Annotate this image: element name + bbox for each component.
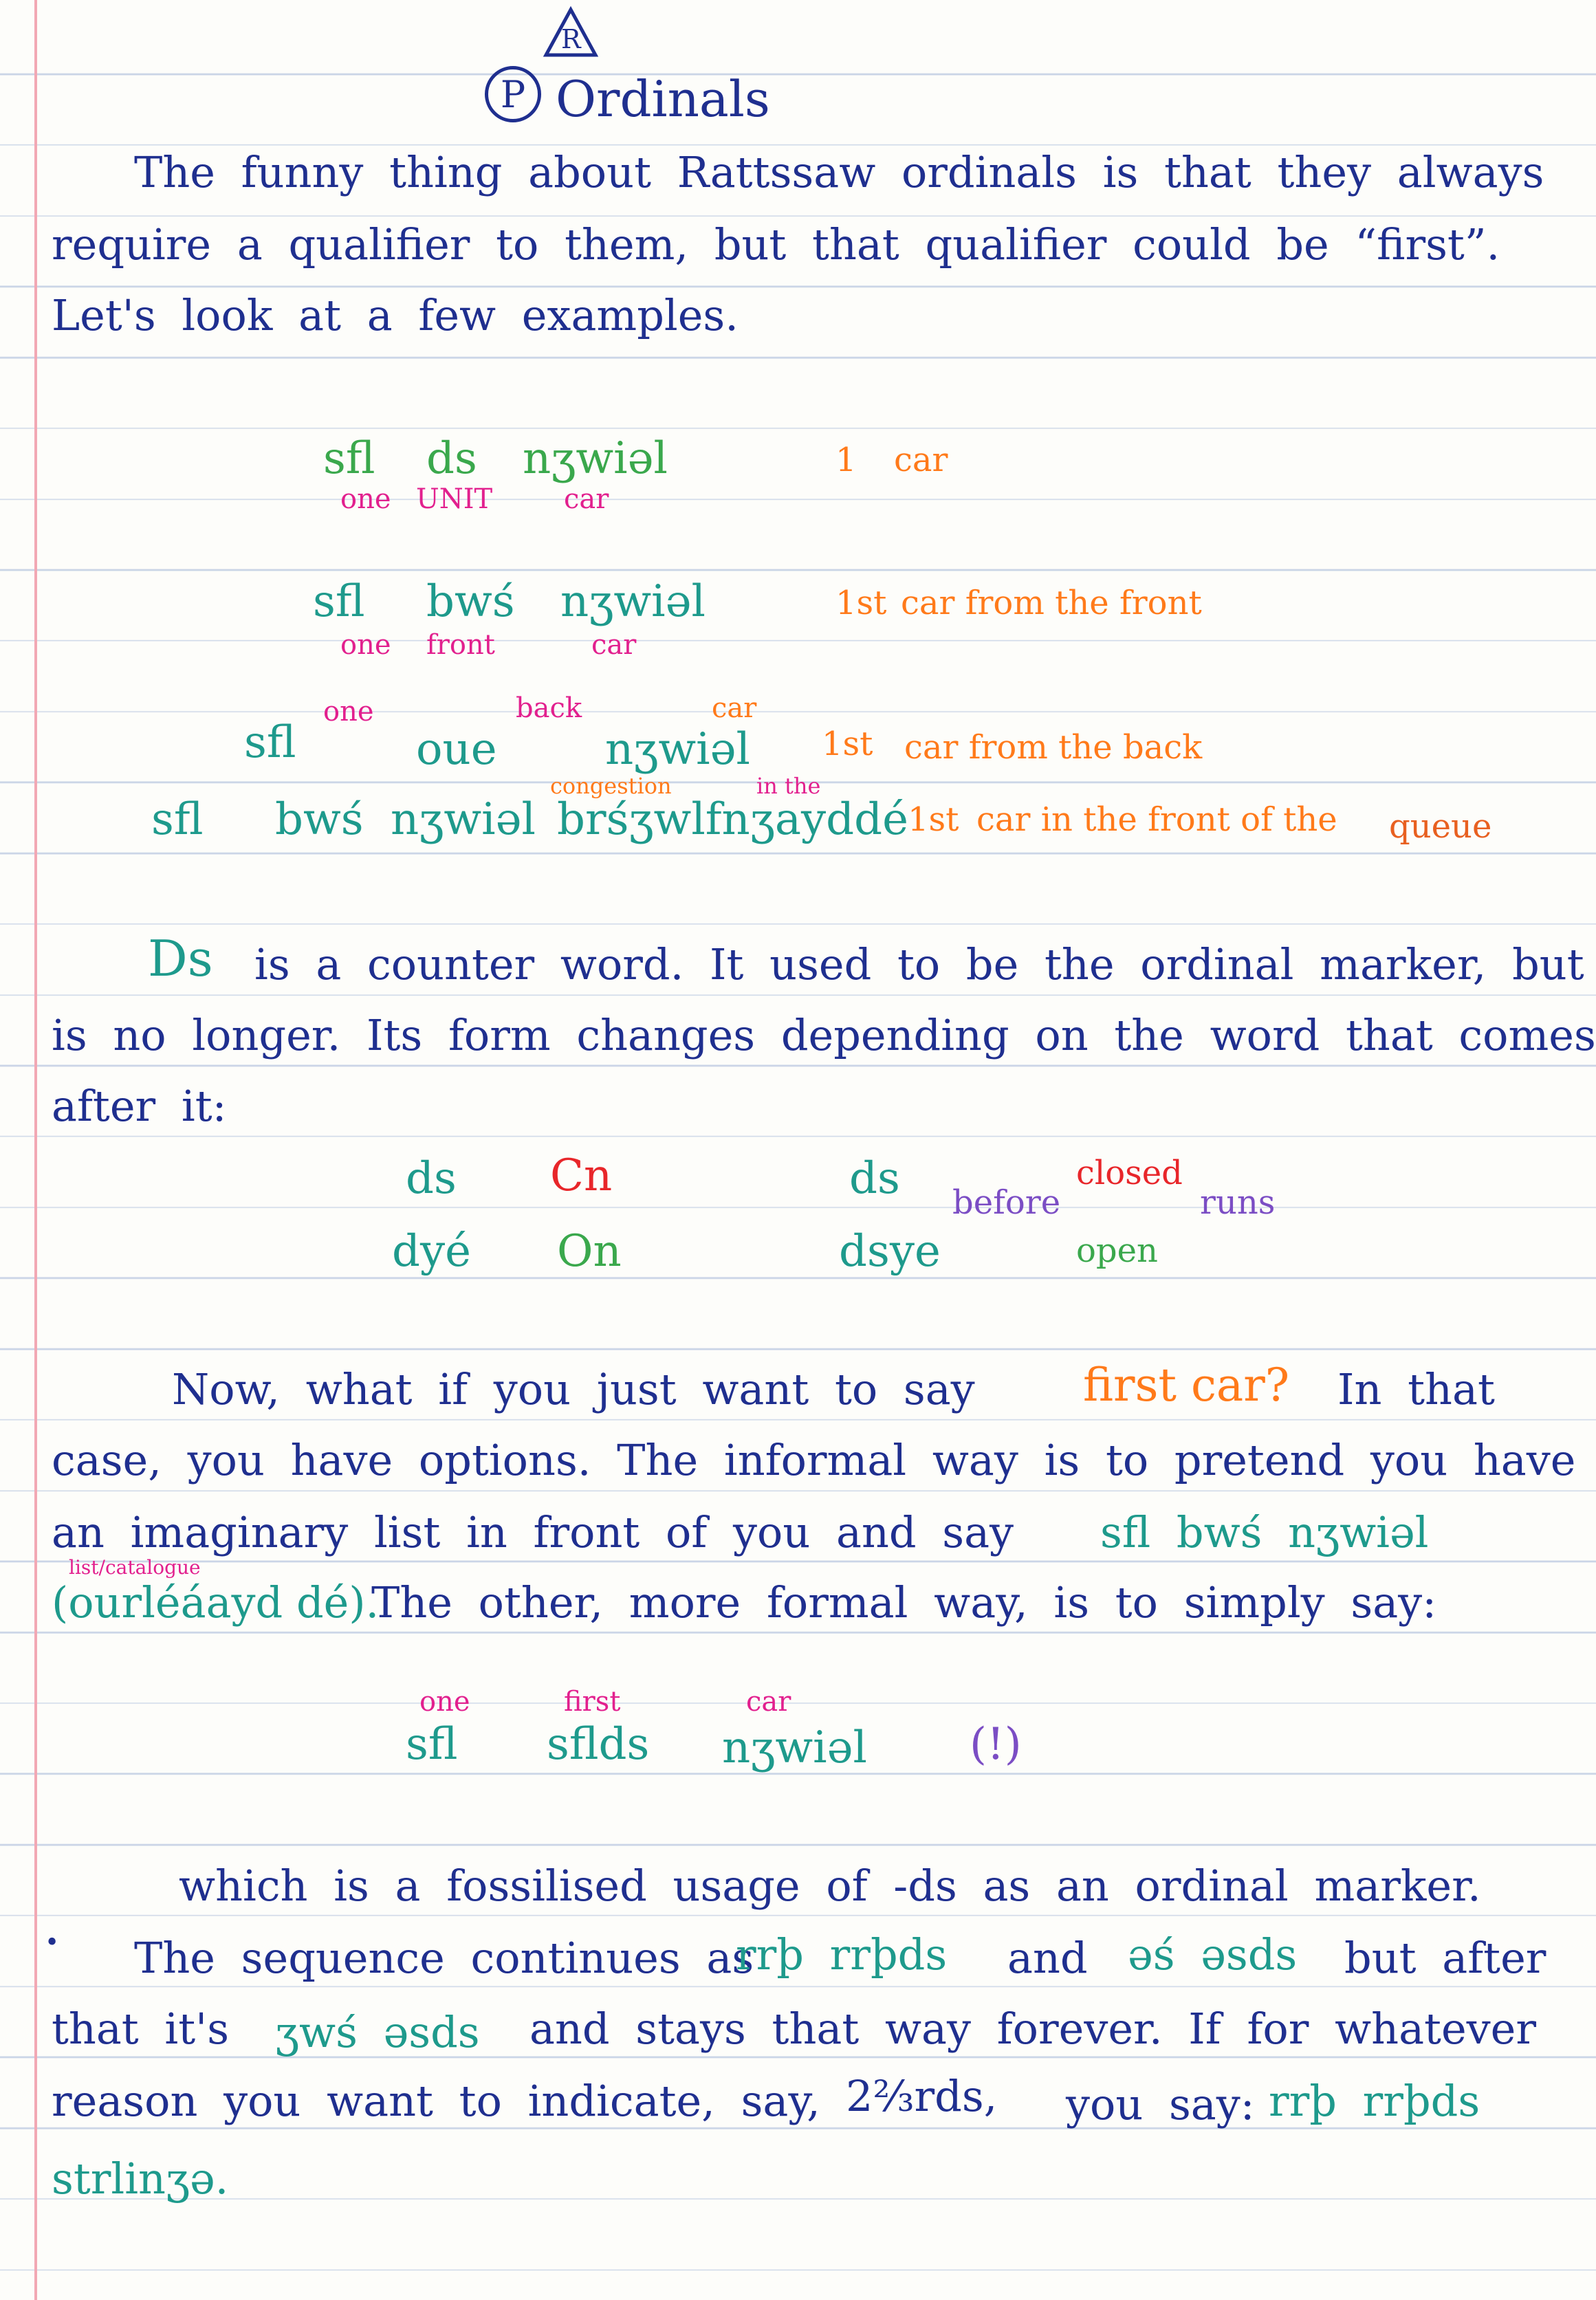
- table-open: open: [1076, 1231, 1158, 1270]
- para4-line-2a: The sequence continues as: [134, 1933, 754, 1983]
- example-2-translation: car from the front: [901, 584, 1202, 622]
- para4-and: and: [1007, 1933, 1088, 1983]
- formal-gloss: car: [746, 1686, 791, 1718]
- para2-line-2: is no longer. Its form changes depending on the word that comes: [52, 1010, 1596, 1060]
- example-2-word: bwś: [426, 576, 515, 627]
- example-3-gloss: one: [323, 696, 374, 727]
- table-closed: closed: [1076, 1154, 1183, 1192]
- example-1-gloss: car: [564, 483, 609, 515]
- marker-top-letter: R: [561, 24, 581, 54]
- example-1-word: nʒwiəl: [523, 433, 668, 484]
- example-2-word: sfl: [313, 576, 365, 627]
- para4-sequence-2: əś əsds: [1128, 1929, 1298, 1980]
- para3-line-3a: an imaginary list in front of you and say: [52, 1507, 1014, 1557]
- para3-line-1a: Now, what if you just want to say: [172, 1364, 975, 1414]
- example-1-number: 1: [835, 441, 857, 479]
- example-2-word: nʒwiəl: [560, 576, 706, 627]
- para4-sequence-3: ʒwś əsds: [275, 2007, 480, 2057]
- example-2-gloss: front: [426, 629, 495, 661]
- example-3-word: nʒwiəl: [605, 724, 750, 775]
- example-4-gloss: congestion: [550, 773, 672, 799]
- formal-word: sflds: [547, 1719, 650, 1770]
- example-3-number: 1st: [822, 725, 873, 763]
- para4-sequence-4: rrþ rrþds: [1269, 2076, 1480, 2126]
- example-3-word: oue: [416, 724, 497, 775]
- example-2-gloss: car: [591, 629, 637, 661]
- para4-line-5: strlinʒə.: [52, 2154, 229, 2204]
- para3-line-1c: In that: [1337, 1364, 1495, 1414]
- para4-fraction: 2⅔rds,: [846, 2071, 998, 2121]
- example-1-word: sfl: [323, 433, 375, 484]
- table-cell: On: [557, 1226, 622, 1277]
- para2-line-1: is a counter word. It used to be the ordinal marker, but: [254, 939, 1584, 989]
- table-cell: ds: [849, 1153, 900, 1204]
- example-4-translation-end: queue: [1389, 807, 1492, 846]
- example-4-translation: car in the front of the: [976, 800, 1337, 839]
- para3-line-4b: The other, more formal way, is to simply say:: [371, 1577, 1437, 1628]
- table-cell: ds: [406, 1153, 457, 1204]
- example-4-word: sfl: [151, 794, 204, 845]
- formal-word: nʒwiəl: [722, 1722, 867, 1773]
- para3-word: (ourléáayd dé).: [52, 1577, 380, 1628]
- example-1-word: ds: [426, 433, 477, 484]
- para4-line-3c: and stays that way forever. If for whatever: [529, 2004, 1536, 2054]
- para4-line-3a: that it's: [52, 2004, 230, 2054]
- table-cell: Cn: [550, 1150, 613, 1201]
- page-title: Ordinals: [556, 70, 770, 128]
- para4-line-1: which is a fossilised usage of -ds as an ordinal marker.: [179, 1861, 1481, 1911]
- example-2-number: 1st: [835, 584, 887, 622]
- table-runs: runs: [1200, 1183, 1276, 1222]
- intro-line-2: require a qualifier to them, but that qualifier could be “first”.: [52, 219, 1500, 270]
- para3-first-car: first car?: [1083, 1359, 1290, 1412]
- margin-line: [34, 0, 37, 2300]
- example-2-gloss: one: [340, 629, 391, 661]
- table-cell: dsye: [839, 1226, 941, 1277]
- example-1-gloss: UNIT: [416, 483, 493, 515]
- para4-line-4c: you say:: [1066, 2079, 1255, 2129]
- example-3-translation: car from the back: [904, 728, 1203, 767]
- example-4-word: nʒwiəl: [391, 794, 536, 845]
- para2-start: Ds: [148, 930, 213, 987]
- para4-sequence-1: rrþ rrþds: [736, 1929, 948, 1980]
- para3-example: sfl bwś nʒwiəl: [1100, 1507, 1429, 1557]
- example-3-gloss: car: [712, 692, 757, 724]
- example-4-number: 1st: [908, 800, 959, 839]
- example-3-gloss: back: [516, 692, 582, 724]
- intro-line-1: The funny thing about Rattssaw ordinals is that they always: [134, 147, 1544, 197]
- table-cell: dyé: [392, 1226, 471, 1277]
- example-1-gloss: one: [340, 483, 391, 515]
- example-4-word: bwś: [275, 794, 364, 845]
- marker-circle: P: [485, 66, 541, 122]
- example-4-gloss: in the: [756, 773, 821, 799]
- formal-gloss: first: [564, 1686, 621, 1718]
- formal-gloss: one: [419, 1686, 470, 1718]
- para4-line-4a: reason you want to indicate, say,: [52, 2076, 820, 2126]
- table-before: before: [952, 1183, 1061, 1222]
- intro-line-3: Let's look at a few examples.: [52, 290, 739, 340]
- example-3-word: sfl: [244, 717, 296, 768]
- example-4-word: brśʒwlfnʒayddé: [557, 794, 908, 845]
- bullet-icon: •: [45, 1929, 60, 1957]
- para4-line-2e: but after: [1344, 1933, 1546, 1983]
- para3-line-2: case, you have options. The informal way is to pretend you have: [52, 1435, 1576, 1485]
- para2-line-3: after it:: [52, 1081, 227, 1131]
- formal-word: sfl: [406, 1719, 458, 1770]
- example-1-translation: car: [894, 441, 948, 479]
- para3-gloss-list: list/catalogue: [69, 1556, 201, 1579]
- formal-exclamation: (!): [970, 1719, 1022, 1770]
